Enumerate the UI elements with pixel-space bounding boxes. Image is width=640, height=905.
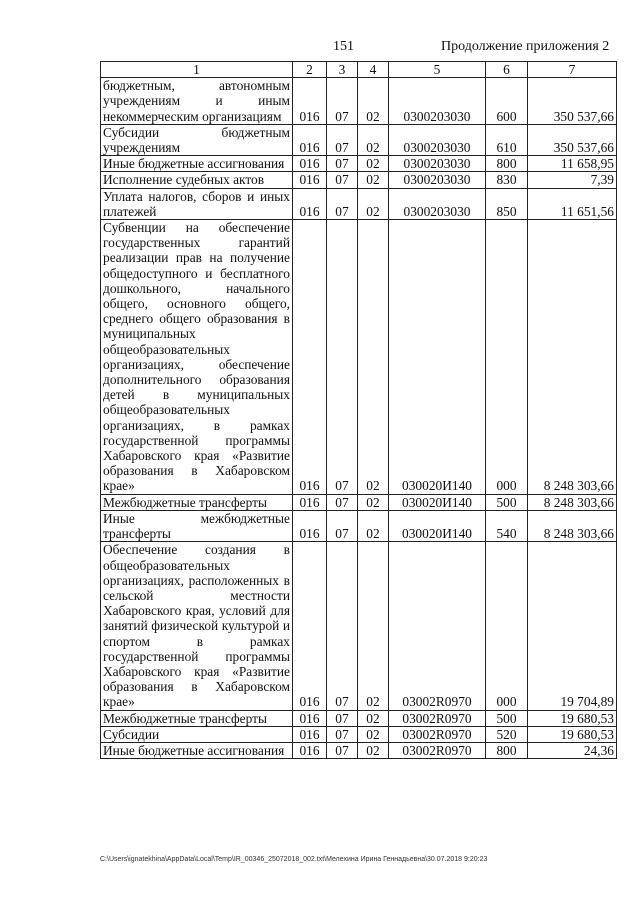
column-header: 5 xyxy=(389,62,486,78)
cell-section: 07 xyxy=(327,710,358,726)
cell-section: 07 xyxy=(327,742,358,758)
cell-amount: 8 248 303,66 xyxy=(528,220,617,495)
cell-amount: 350 537,66 xyxy=(528,124,617,155)
cell-section: 07 xyxy=(327,220,358,495)
cell-section: 07 xyxy=(327,156,358,172)
column-header: 3 xyxy=(327,62,358,78)
cell-name: Иные межбюджетные трансферты xyxy=(101,510,293,541)
cell-section: 07 xyxy=(327,726,358,742)
continuation-label: Продолжение приложения 2 xyxy=(441,39,610,54)
cell-subsection: 02 xyxy=(358,710,389,726)
cell-target-article: 030020И140 xyxy=(389,220,486,495)
table-row xyxy=(101,188,617,219)
table-body xyxy=(101,78,617,759)
cell-expense-type: 610 xyxy=(486,124,528,155)
column-header: 6 xyxy=(486,62,528,78)
table-row xyxy=(101,78,617,125)
cell-subsection: 02 xyxy=(358,188,389,219)
table-row xyxy=(101,172,617,188)
cell-subsection: 02 xyxy=(358,156,389,172)
cell-code-admin: 016 xyxy=(293,510,327,541)
table-row xyxy=(101,726,617,742)
cell-target-article: 03002R0970 xyxy=(389,742,486,758)
cell-subsection: 02 xyxy=(358,494,389,510)
cell-code-admin: 016 xyxy=(293,220,327,495)
cell-target-article: 0300203030 xyxy=(389,156,486,172)
cell-expense-type: 800 xyxy=(486,742,528,758)
cell-target-article: 03002R0970 xyxy=(389,726,486,742)
cell-expense-type: 830 xyxy=(486,172,528,188)
cell-section: 07 xyxy=(327,494,358,510)
budget-table xyxy=(100,61,617,759)
cell-subsection: 02 xyxy=(358,742,389,758)
cell-amount: 19 680,53 xyxy=(528,710,617,726)
cell-code-admin: 016 xyxy=(293,172,327,188)
cell-amount: 24,36 xyxy=(528,742,617,758)
cell-section: 07 xyxy=(327,172,358,188)
cell-target-article: 03002R0970 xyxy=(389,542,486,710)
table-row xyxy=(101,542,617,710)
cell-section: 07 xyxy=(327,188,358,219)
page-number: 151 xyxy=(333,39,354,54)
cell-name: Иные бюджетные ассигнования xyxy=(101,156,293,172)
cell-expense-type: 500 xyxy=(486,710,528,726)
table-row xyxy=(101,510,617,541)
cell-section: 07 xyxy=(327,542,358,710)
table-row xyxy=(101,124,617,155)
cell-name: Межбюджетные трансферты xyxy=(101,494,293,510)
cell-section: 07 xyxy=(327,510,358,541)
cell-subsection: 02 xyxy=(358,172,389,188)
cell-subsection: 02 xyxy=(358,220,389,495)
cell-name: Уплата налогов, сборов и иных платежей xyxy=(101,188,293,219)
cell-expense-type: 000 xyxy=(486,220,528,495)
cell-target-article: 0300203030 xyxy=(389,172,486,188)
table-row xyxy=(101,494,617,510)
table-row xyxy=(101,742,617,758)
cell-name: бюджетным, автономным учреждениям и иным некоммерческим организациям xyxy=(101,78,293,125)
cell-target-article: 03002R0970 xyxy=(389,710,486,726)
cell-subsection: 02 xyxy=(358,78,389,125)
cell-name: Субвенции на обеспечение государственных гарантий реализации прав на получение общедоступного и бесплатного дошкольного, начального общего, основного общего, среднего общего образования в муниципальных общеобразовательных организациях, обеспечение дополнительного образования детей в муниципальных общеобразовательных организациях, в рамках государственной программы Хабаровского края «Развитие образования в Хабаровском крае» xyxy=(101,220,293,495)
cell-amount: 11 658,95 xyxy=(528,156,617,172)
cell-name: Исполнение судебных актов xyxy=(101,172,293,188)
cell-code-admin: 016 xyxy=(293,494,327,510)
column-header: 7 xyxy=(528,62,617,78)
column-header: 4 xyxy=(358,62,389,78)
cell-amount: 8 248 303,66 xyxy=(528,510,617,541)
cell-name: Межбюджетные трансферты xyxy=(101,710,293,726)
cell-name: Субсидии бюджетным учреждениям xyxy=(101,124,293,155)
cell-code-admin: 016 xyxy=(293,78,327,125)
table-row xyxy=(101,156,617,172)
cell-code-admin: 016 xyxy=(293,188,327,219)
cell-target-article: 0300203030 xyxy=(389,124,486,155)
cell-section: 07 xyxy=(327,78,358,125)
cell-amount: 19 680,53 xyxy=(528,726,617,742)
cell-section: 07 xyxy=(327,124,358,155)
cell-expense-type: 600 xyxy=(486,78,528,125)
cell-amount: 19 704,89 xyxy=(528,542,617,710)
column-header: 2 xyxy=(293,62,327,78)
table-row xyxy=(101,710,617,726)
cell-expense-type: 850 xyxy=(486,188,528,219)
cell-expense-type: 500 xyxy=(486,494,528,510)
cell-target-article: 0300203030 xyxy=(389,188,486,219)
cell-code-admin: 016 xyxy=(293,124,327,155)
cell-code-admin: 016 xyxy=(293,742,327,758)
cell-subsection: 02 xyxy=(358,124,389,155)
cell-subsection: 02 xyxy=(358,726,389,742)
cell-subsection: 02 xyxy=(358,542,389,710)
cell-expense-type: 520 xyxy=(486,726,528,742)
cell-code-admin: 016 xyxy=(293,156,327,172)
cell-name: Иные бюджетные ассигнования xyxy=(101,742,293,758)
table-row xyxy=(101,220,617,495)
cell-target-article: 030020И140 xyxy=(389,494,486,510)
footer-path: C:\Users\ignatekhina\AppData\Local\Temp\IR_00346_25072018_002.txt\Мелехина Ирина Геннадьевна\30.07.2018 9:20:23 xyxy=(100,856,488,863)
column-header: 1 xyxy=(101,62,293,78)
cell-code-admin: 016 xyxy=(293,726,327,742)
cell-code-admin: 016 xyxy=(293,542,327,710)
cell-expense-type: 800 xyxy=(486,156,528,172)
cell-expense-type: 000 xyxy=(486,542,528,710)
table-header-row xyxy=(101,62,617,78)
cell-amount: 350 537,66 xyxy=(528,78,617,125)
cell-target-article: 0300203030 xyxy=(389,78,486,125)
cell-subsection: 02 xyxy=(358,510,389,541)
cell-code-admin: 016 xyxy=(293,710,327,726)
cell-name: Субсидии xyxy=(101,726,293,742)
cell-name: Обеспечение создания в общеобразовательных организациях, расположенных в сельской местности Хабаровского края, условий для занятий физической культурой и спортом в рамках государственной программы Хабаровского края «Развитие образования в Хабаровском крае» xyxy=(101,542,293,710)
cell-amount: 11 651,56 xyxy=(528,188,617,219)
cell-expense-type: 540 xyxy=(486,510,528,541)
cell-amount: 8 248 303,66 xyxy=(528,494,617,510)
cell-target-article: 030020И140 xyxy=(389,510,486,541)
cell-amount: 7,39 xyxy=(528,172,617,188)
